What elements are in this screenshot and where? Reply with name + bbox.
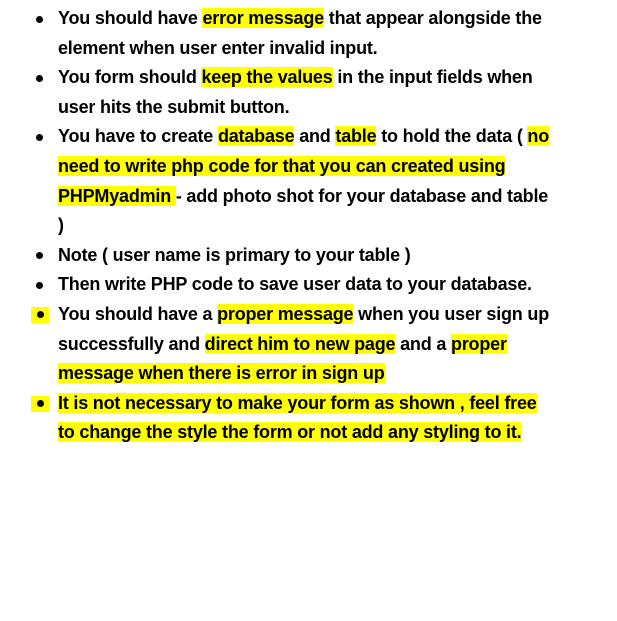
highlighted-text: direct him to new page xyxy=(204,333,396,354)
text-segment: Note ( user name is primary to your table ) xyxy=(58,244,411,265)
text-segment: You should have xyxy=(58,8,203,28)
text-segment: Then write PHP code to save user data to your database. xyxy=(58,274,532,295)
text-segment: when you user sign up successfully and xyxy=(58,303,549,354)
bullet-icon xyxy=(32,130,46,144)
text-segment: in the input fields when user hits the submit button. xyxy=(58,67,533,117)
highlighted-text: It is not necessary to make your form as shown , feel free to change the style the form or not add any styling to it. xyxy=(58,392,537,443)
list-item xyxy=(0,300,617,389)
bullet-icon xyxy=(32,249,46,263)
list-item xyxy=(0,389,617,448)
text-segment: and a xyxy=(395,333,451,354)
list-item xyxy=(0,63,617,122)
bullet-list xyxy=(0,4,617,448)
bullet-icon xyxy=(31,396,49,412)
bullet-icon xyxy=(32,71,46,85)
highlighted-text: error message xyxy=(202,8,324,28)
text-segment: to hold the data ( xyxy=(376,126,528,147)
bullet-icon xyxy=(32,12,46,26)
text-segment: and xyxy=(294,126,336,147)
text-segment: You should have a xyxy=(58,303,218,324)
text-segment: You have to create xyxy=(58,126,218,147)
highlighted-text: keep the values xyxy=(201,67,333,88)
highlighted-text: proper message xyxy=(217,303,354,324)
bullet-icon xyxy=(32,278,46,292)
text-segment: You form should xyxy=(58,67,202,88)
text-segment: that appear alongside the element when user enter invalid input. xyxy=(58,8,542,58)
highlighted-text: proper message when there is error in sign up xyxy=(58,333,507,384)
list-item xyxy=(0,122,617,240)
list-item xyxy=(0,4,617,63)
list-item xyxy=(0,241,617,271)
text-segment: - add photo shot for your database and table ) xyxy=(58,185,549,236)
list-item xyxy=(0,270,617,300)
highlighted-text: no need to write php code for that you can created using PHPMyadmin xyxy=(58,126,550,206)
highlighted-text: database xyxy=(217,126,295,147)
bullet-icon xyxy=(31,307,49,323)
highlighted-text: table xyxy=(335,126,377,147)
document-page xyxy=(0,4,617,448)
